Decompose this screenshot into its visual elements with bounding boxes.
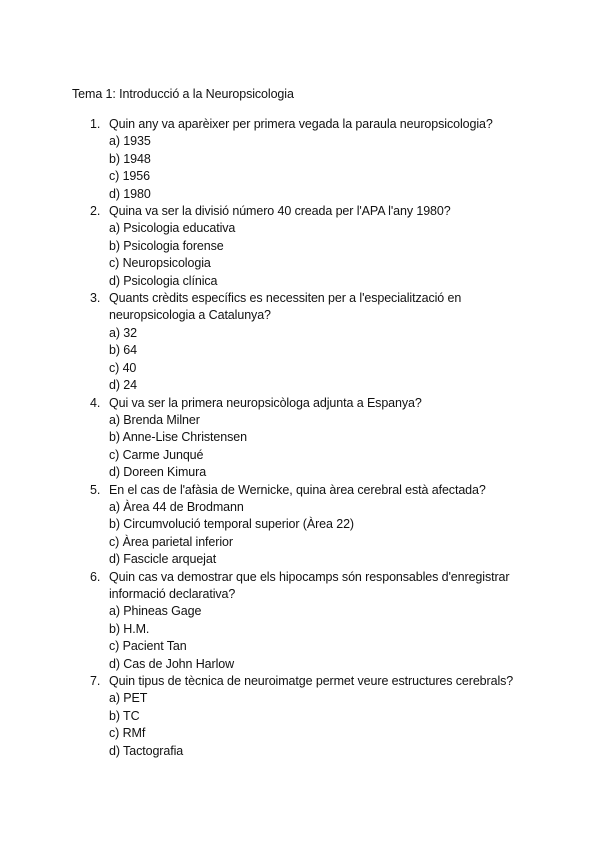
option-list — [109, 325, 530, 395]
option-c: c) RMf — [109, 726, 146, 741]
question-text: En el cas de l'afàsia de Wernicke, quina àrea cerebral està afectada? — [109, 482, 486, 497]
option-list — [109, 412, 530, 482]
question-text: Quina va ser la divisió número 40 creada per l'APA l'any 1980? — [109, 204, 451, 219]
option-b: b) Psicologia forense — [109, 238, 224, 253]
option-a: a) 32 — [109, 325, 137, 340]
question-number: 7. — [90, 674, 101, 688]
option-a: a) 1935 — [109, 134, 151, 149]
option-a: a) Àrea 44 de Brodmann — [109, 499, 244, 514]
question-text: Quin tipus de tècnica de neuroimatge permet veure estructures cerebrals? — [109, 674, 514, 688]
option-d: d) Doreen Kimura — [109, 465, 207, 480]
option-a: a) Psicologia educativa — [109, 221, 236, 236]
option-b: b) H.M. — [109, 621, 150, 636]
question-item — [90, 203, 530, 290]
option-c: c) 1956 — [109, 169, 150, 184]
question-text: Quin any va aparèixer per primera vegada la paraula neuropsicologia? — [109, 117, 493, 131]
question-number: 2. — [90, 204, 101, 219]
option-c: c) 40 — [109, 360, 137, 375]
question-item — [90, 116, 530, 203]
option-b: b) 1948 — [109, 151, 151, 166]
question-text: Quants crèdits específics es necessiten per a l'especialització en neuropsicologia a Catalunya? — [109, 291, 462, 323]
option-b: b) 64 — [109, 343, 137, 358]
option-d: d) Psicologia clínica — [109, 273, 218, 288]
option-c: c) Àrea parietal inferior — [109, 534, 233, 549]
option-b: b) TC — [109, 708, 140, 723]
option-c: c) Carme Junqué — [109, 447, 204, 462]
option-list — [109, 220, 530, 290]
document-title: Tema 1: Introducció a la Neuropsicologia — [72, 87, 294, 101]
option-b: b) Anne-Lise Christensen — [109, 430, 247, 445]
question-text: Qui va ser la primera neuropsicòloga adjunta a Espanya? — [109, 395, 422, 410]
option-d: d) 24 — [109, 378, 137, 393]
question-item — [90, 569, 530, 673]
question-number: 3. — [90, 291, 101, 306]
option-list — [109, 133, 530, 203]
option-a: a) PET — [109, 691, 148, 706]
question-item — [90, 290, 530, 394]
option-list — [109, 690, 530, 760]
question-number: 4. — [90, 395, 101, 410]
question-item — [90, 395, 530, 482]
option-d: d) 1980 — [109, 186, 151, 201]
option-d: d) Fascicle arquejat — [109, 552, 217, 567]
option-c: c) Neuropsicologia — [109, 256, 211, 271]
question-number: 1. — [90, 117, 101, 131]
question-text: Quin cas va demostrar que els hipocamps són responsables d'enregistrar informació declarativa? — [109, 569, 510, 601]
question-item — [90, 482, 530, 569]
question-number: 6. — [90, 569, 101, 584]
option-d: d) Tactografia — [109, 743, 184, 758]
option-d: d) Cas de John Harlow — [109, 656, 235, 671]
option-a: a) Phineas Gage — [109, 604, 202, 619]
option-list — [109, 499, 530, 569]
question-number: 5. — [90, 482, 101, 497]
question-list — [90, 116, 530, 760]
option-list — [109, 603, 530, 673]
option-a: a) Brenda Milner — [109, 412, 200, 427]
option-c: c) Pacient Tan — [109, 639, 187, 654]
question-item — [90, 673, 530, 760]
option-b: b) Circumvolució temporal superior (Àrea 22) — [109, 517, 354, 532]
